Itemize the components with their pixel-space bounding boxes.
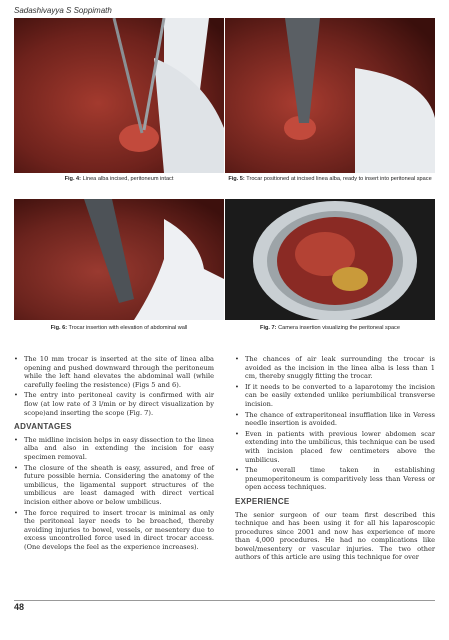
list-item: • Even in patients with previous lower abdomen scar extending into the umbilicus, this technique can be used with incision placed few centimeters above the umbilicus. — [235, 429, 435, 464]
list-item: • The entry into peritoneal cavity is confirmed with air flow (at low rate of 3 l/min or by direct visualization by scope)and inserting the scope (Fig. 7). — [14, 391, 214, 417]
list-item: • The closure of the sheath is easy, assured, and free of future possible hernia. Considering the anatomy of the umbilicus, the ligamental support structures of the umbilicus are least damaged with direct vertical incision either above or below umbilicus. — [14, 463, 214, 506]
list-item: • The force required to insert trocar is minimal as only the peritoneal layer needs to be breached, thereby avoiding injuries to bowel, vessels, or mesentery due to excess uncontrolled force used in direct trocar access. (One develops the feel as the experience increases). — [14, 508, 214, 551]
list-item: • The chances of air leak surrounding the trocar is avoided as the incision in the linea alba is less than 1 cm, thereby snuggly fitting the trocar. — [235, 355, 435, 381]
list-item: • The chance of extraperitoneal insufflation like in Veress needle insertion is avoided. — [235, 410, 435, 428]
figure-5-image — [225, 18, 435, 173]
list-item: • The overall time taken in establishing pneumoperitoneum is comparitively less than Veress or open access techniques. — [235, 466, 435, 492]
figure-4-caption-text: Linea alba incised, peritoneum intact — [82, 176, 174, 182]
figure-7-caption-text: Camera insertion visualizing the peritoneal space — [278, 325, 400, 331]
section-heading-experience: EXPERIENCE — [235, 496, 290, 506]
footer-divider — [14, 600, 435, 601]
right-column — [235, 355, 435, 562]
figure-4-caption — [14, 176, 224, 183]
figure-4-image — [14, 18, 224, 173]
running-header: Sadashivayya S Soppimath — [14, 6, 112, 15]
surgical-photo-icon — [225, 18, 435, 173]
list-item: • The midline incision helps in easy dissection to the linea alba and also in extending the incision for easy specimen removal. — [14, 435, 214, 461]
endoscopic-view-icon — [225, 199, 435, 320]
surgical-photo-icon — [14, 199, 224, 320]
figure-5-caption-text: Trocar positioned at incised linea alba, ready to insert into peritoneal space — [246, 176, 432, 182]
list-item: • The 10 mm trocar is inserted at the site of linea alba opening and pushed downward through the peritoneum while the left hand elevates the abdominal wall (while carefully feeling the resistence) (Figs 5 and 6). — [14, 355, 214, 389]
experience-paragraph: The senior surgeon of our team first described this technique and has been using it for all his laparoscopic procedures since 2001 and now has experience of more than 4,000 procedures. He had no complications like bowel/mesentery or vascular injuries. The two other authors of this article are using this technique for over — [235, 510, 435, 562]
left-column — [14, 355, 214, 553]
page-number: 48 — [14, 602, 25, 612]
figure-6-label: Fig. 6: — [50, 325, 68, 331]
figure-6-image — [14, 199, 224, 320]
figure-6-caption — [14, 325, 224, 332]
figure-7-caption — [225, 325, 435, 332]
figure-5-caption — [225, 176, 435, 183]
figure-7-image — [225, 199, 435, 320]
section-heading-advantages: ADVANTAGES — [14, 422, 72, 432]
figure-5-label: Fig. 5: — [228, 176, 245, 182]
list-item: • If it needs to be converted to a laparotomy the incision can be easily extended unlike periumbilical transverse incision. — [235, 382, 435, 408]
surgical-photo-icon — [14, 18, 224, 173]
figure-4-label: Fig. 4: — [64, 176, 82, 182]
figure-6-caption-text: Trocar insertion with elevation of abdominal wall — [68, 325, 188, 331]
figure-7-label: Fig. 7: — [260, 325, 277, 331]
